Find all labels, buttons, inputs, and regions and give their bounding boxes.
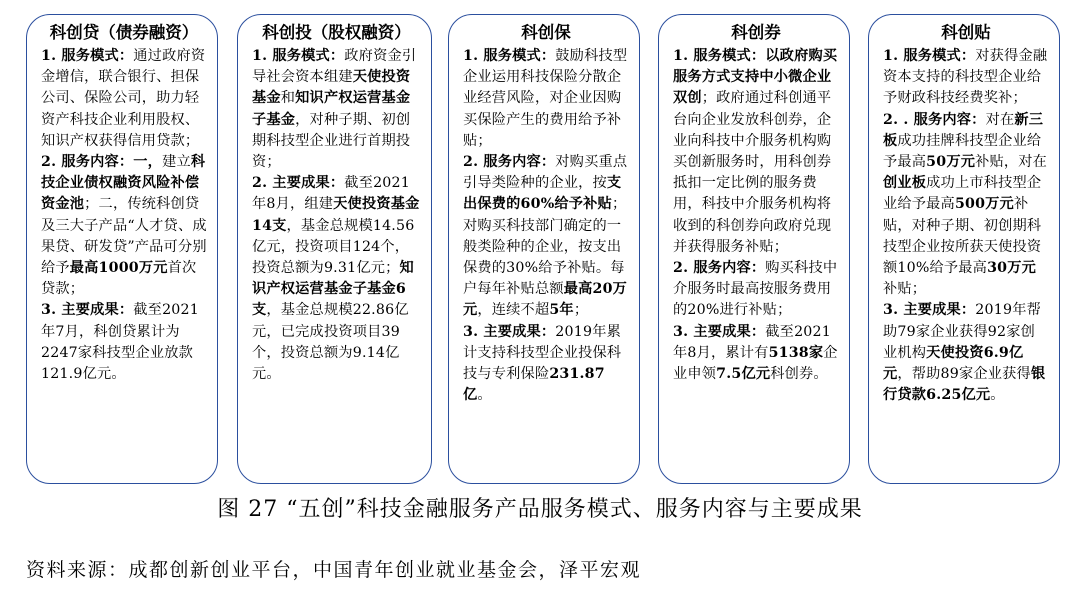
text-segment: 。 — [990, 387, 1005, 404]
text-segment: ，连续不超 — [477, 302, 550, 319]
card-title: 科创券 — [731, 23, 781, 42]
text-segment: 截至2021年8月，组建 — [252, 175, 410, 213]
text-segment: 截至2021年8月，累计有 — [673, 323, 831, 361]
text-segment: 和 — [280, 90, 296, 107]
text-segment: 。 — [477, 387, 492, 404]
bold-text-segment: 3. 主要成果： — [463, 323, 556, 340]
bold-text-segment: 1. 服务模式： — [463, 48, 556, 64]
text-segment: 补贴； — [883, 281, 927, 298]
card-title: 科创投（股权融资） — [262, 23, 411, 42]
bold-text-segment: 2. 服务内容：一， — [41, 154, 163, 171]
text-segment: ； — [573, 302, 589, 319]
text-segment: 企业申领 — [673, 344, 838, 383]
card-title: 科创贷（债券融资） — [49, 23, 199, 42]
bold-text-segment: 银行贷款6.25亿元 — [883, 366, 1046, 404]
text-segment: ，基金总规模14.56亿元，投资项目124个，投资总额为9.31亿元； — [252, 217, 415, 277]
text-segment: 成功挂牌科技型企业给予最高 — [883, 132, 1042, 171]
card-body — [463, 46, 629, 406]
text-segment: 对获得金融资本支持的科技型企业给予财政科技经费奖补； — [883, 48, 1048, 107]
bold-text-segment: 1. 服务模式： — [41, 48, 134, 64]
card-kechuangbao — [448, 14, 640, 484]
bold-text-segment: 知识产权运营基金子基金6支 — [252, 260, 414, 319]
bold-text-segment: 天使投资基金 — [252, 69, 411, 107]
text-segment: ，对种子期、初创期科技型企业进行首期投资； — [252, 111, 411, 171]
bold-text-segment: 3. 主要成果： — [883, 302, 976, 319]
bold-text-segment: 最高20万元 — [463, 281, 628, 319]
bold-text-segment: 科技企业债权融资风险补偿资金池 — [41, 154, 206, 213]
card-body — [252, 46, 421, 385]
card-title: 科创贴 — [941, 23, 991, 42]
bold-text-segment: 30万元 — [987, 260, 1036, 277]
bold-text-segment: 2. 服务内容： — [463, 154, 556, 171]
bold-text-segment: 创业板 — [883, 175, 927, 192]
text-segment: 2019年帮助79家企业获得92家创业机构 — [883, 302, 1041, 361]
text-segment: ，帮助89家企业获得 — [897, 366, 1031, 383]
text-segment: 首次贷款； — [41, 260, 197, 298]
text-segment: ；政府通过科创通平台向企业发放科创券，企业向科技中介服务机构购买创新服务时，用科创券抵扣一定比例的服务费用，科技中介服务机构将收到的科创券向政府兑现并获得服务补贴； — [673, 90, 832, 255]
text-segment: 成功上市科技型企业给予最高 — [883, 175, 1042, 213]
source-note: 资料来源：成都创新创业平台，中国青年创业就业基金会，泽平宏观 — [26, 559, 642, 581]
text-segment: 通过政府资金增信，联合银行、担保公司、保险公司，助力轻资产科技企业利用股权、知识产权获得信用贷款； — [41, 48, 206, 149]
text-segment: 截至2021年7月，科创贷累计为2247家科技型企业放款121.9亿元。 — [41, 302, 199, 383]
card-kechuangtou — [237, 14, 432, 484]
text-segment: 购买科技中介服务时最高按服务费用的20%进行补贴； — [673, 260, 838, 319]
bold-text-segment: 7.5亿元 — [716, 366, 771, 383]
bold-text-segment: 231.87亿 — [463, 366, 605, 404]
bold-text-segment: 天使投资6.9亿元 — [883, 344, 1024, 383]
bold-text-segment: 知识产权运营基金子基金 — [252, 90, 411, 128]
bold-text-segment: 3. 主要成果： — [673, 323, 766, 340]
text-segment: 建立 — [162, 154, 191, 171]
bold-text-segment: 2. . 服务内容： — [883, 111, 986, 128]
bold-text-segment: 1. 服务模式： — [252, 48, 345, 64]
figure-caption: 图 27 “五创”科技金融服务产品服务模式、服务内容与主要成果 — [217, 497, 863, 522]
text-segment: 对购买重点引导类险种的企业，按 — [463, 154, 628, 192]
card-body — [41, 46, 207, 385]
bold-text-segment: 新三板 — [883, 111, 1044, 149]
card-title: 科创保 — [521, 23, 571, 42]
card-kechuangdai — [26, 14, 218, 484]
text-segment: 2019年累计支持科技型企业投保科技与专利保险 — [463, 323, 622, 383]
text-segment: ；二，传统科创贷及三大子产品“人才贷、成果贷、研发贷”产品可分别给予 — [41, 196, 207, 277]
bold-text-segment: 500万元 — [954, 196, 1014, 213]
card-kechuangquan — [658, 14, 850, 484]
card-kechuangtie — [868, 14, 1060, 484]
bold-text-segment: 5138家 — [768, 344, 824, 361]
text-segment: 补贴，对种子期、初创期科技型企业按所获天使投资额10%给予最高 — [883, 196, 1042, 277]
text-segment: 补贴，对在 — [975, 154, 1048, 171]
bold-text-segment: 2. 服务内容： — [673, 260, 766, 277]
text-segment: ，基金总规模22.86亿元，已完成投资项目39个，投资总额为9.14亿元。 — [252, 302, 409, 383]
bold-text-segment: 天使投资基金14支 — [252, 196, 420, 234]
bold-text-segment: 支出保费的60%给予补贴 — [463, 175, 622, 213]
text-segment: 鼓励科技型企业运用科技保险分散企业经营风险，对企业因购买保险产生的费用给予补贴； — [463, 48, 628, 149]
bold-text-segment: 最高1000万元 — [69, 260, 168, 277]
text-segment: ；对购买科技部门确定的一般类险种的企业，按支出保费的30%给予补贴。每户每年补贴总额 — [463, 196, 627, 298]
text-segment: 对在 — [985, 111, 1015, 128]
text-segment: 政府资金引导社会资本组建 — [252, 48, 417, 86]
bold-text-segment: 5年 — [549, 302, 574, 319]
text-segment: 科创券。 — [770, 366, 828, 383]
bold-text-segment: 50万元 — [926, 154, 976, 171]
bold-text-segment: 3. 主要成果： — [41, 302, 134, 319]
bold-text-segment: 1. 服务模式：以政府购买服务方式支持中小微企业双创 — [673, 48, 838, 107]
card-body — [673, 46, 839, 385]
bold-text-segment: 2. 主要成果： — [252, 175, 345, 192]
card-body — [883, 46, 1049, 406]
bold-text-segment: 1. 服务模式： — [883, 48, 976, 64]
